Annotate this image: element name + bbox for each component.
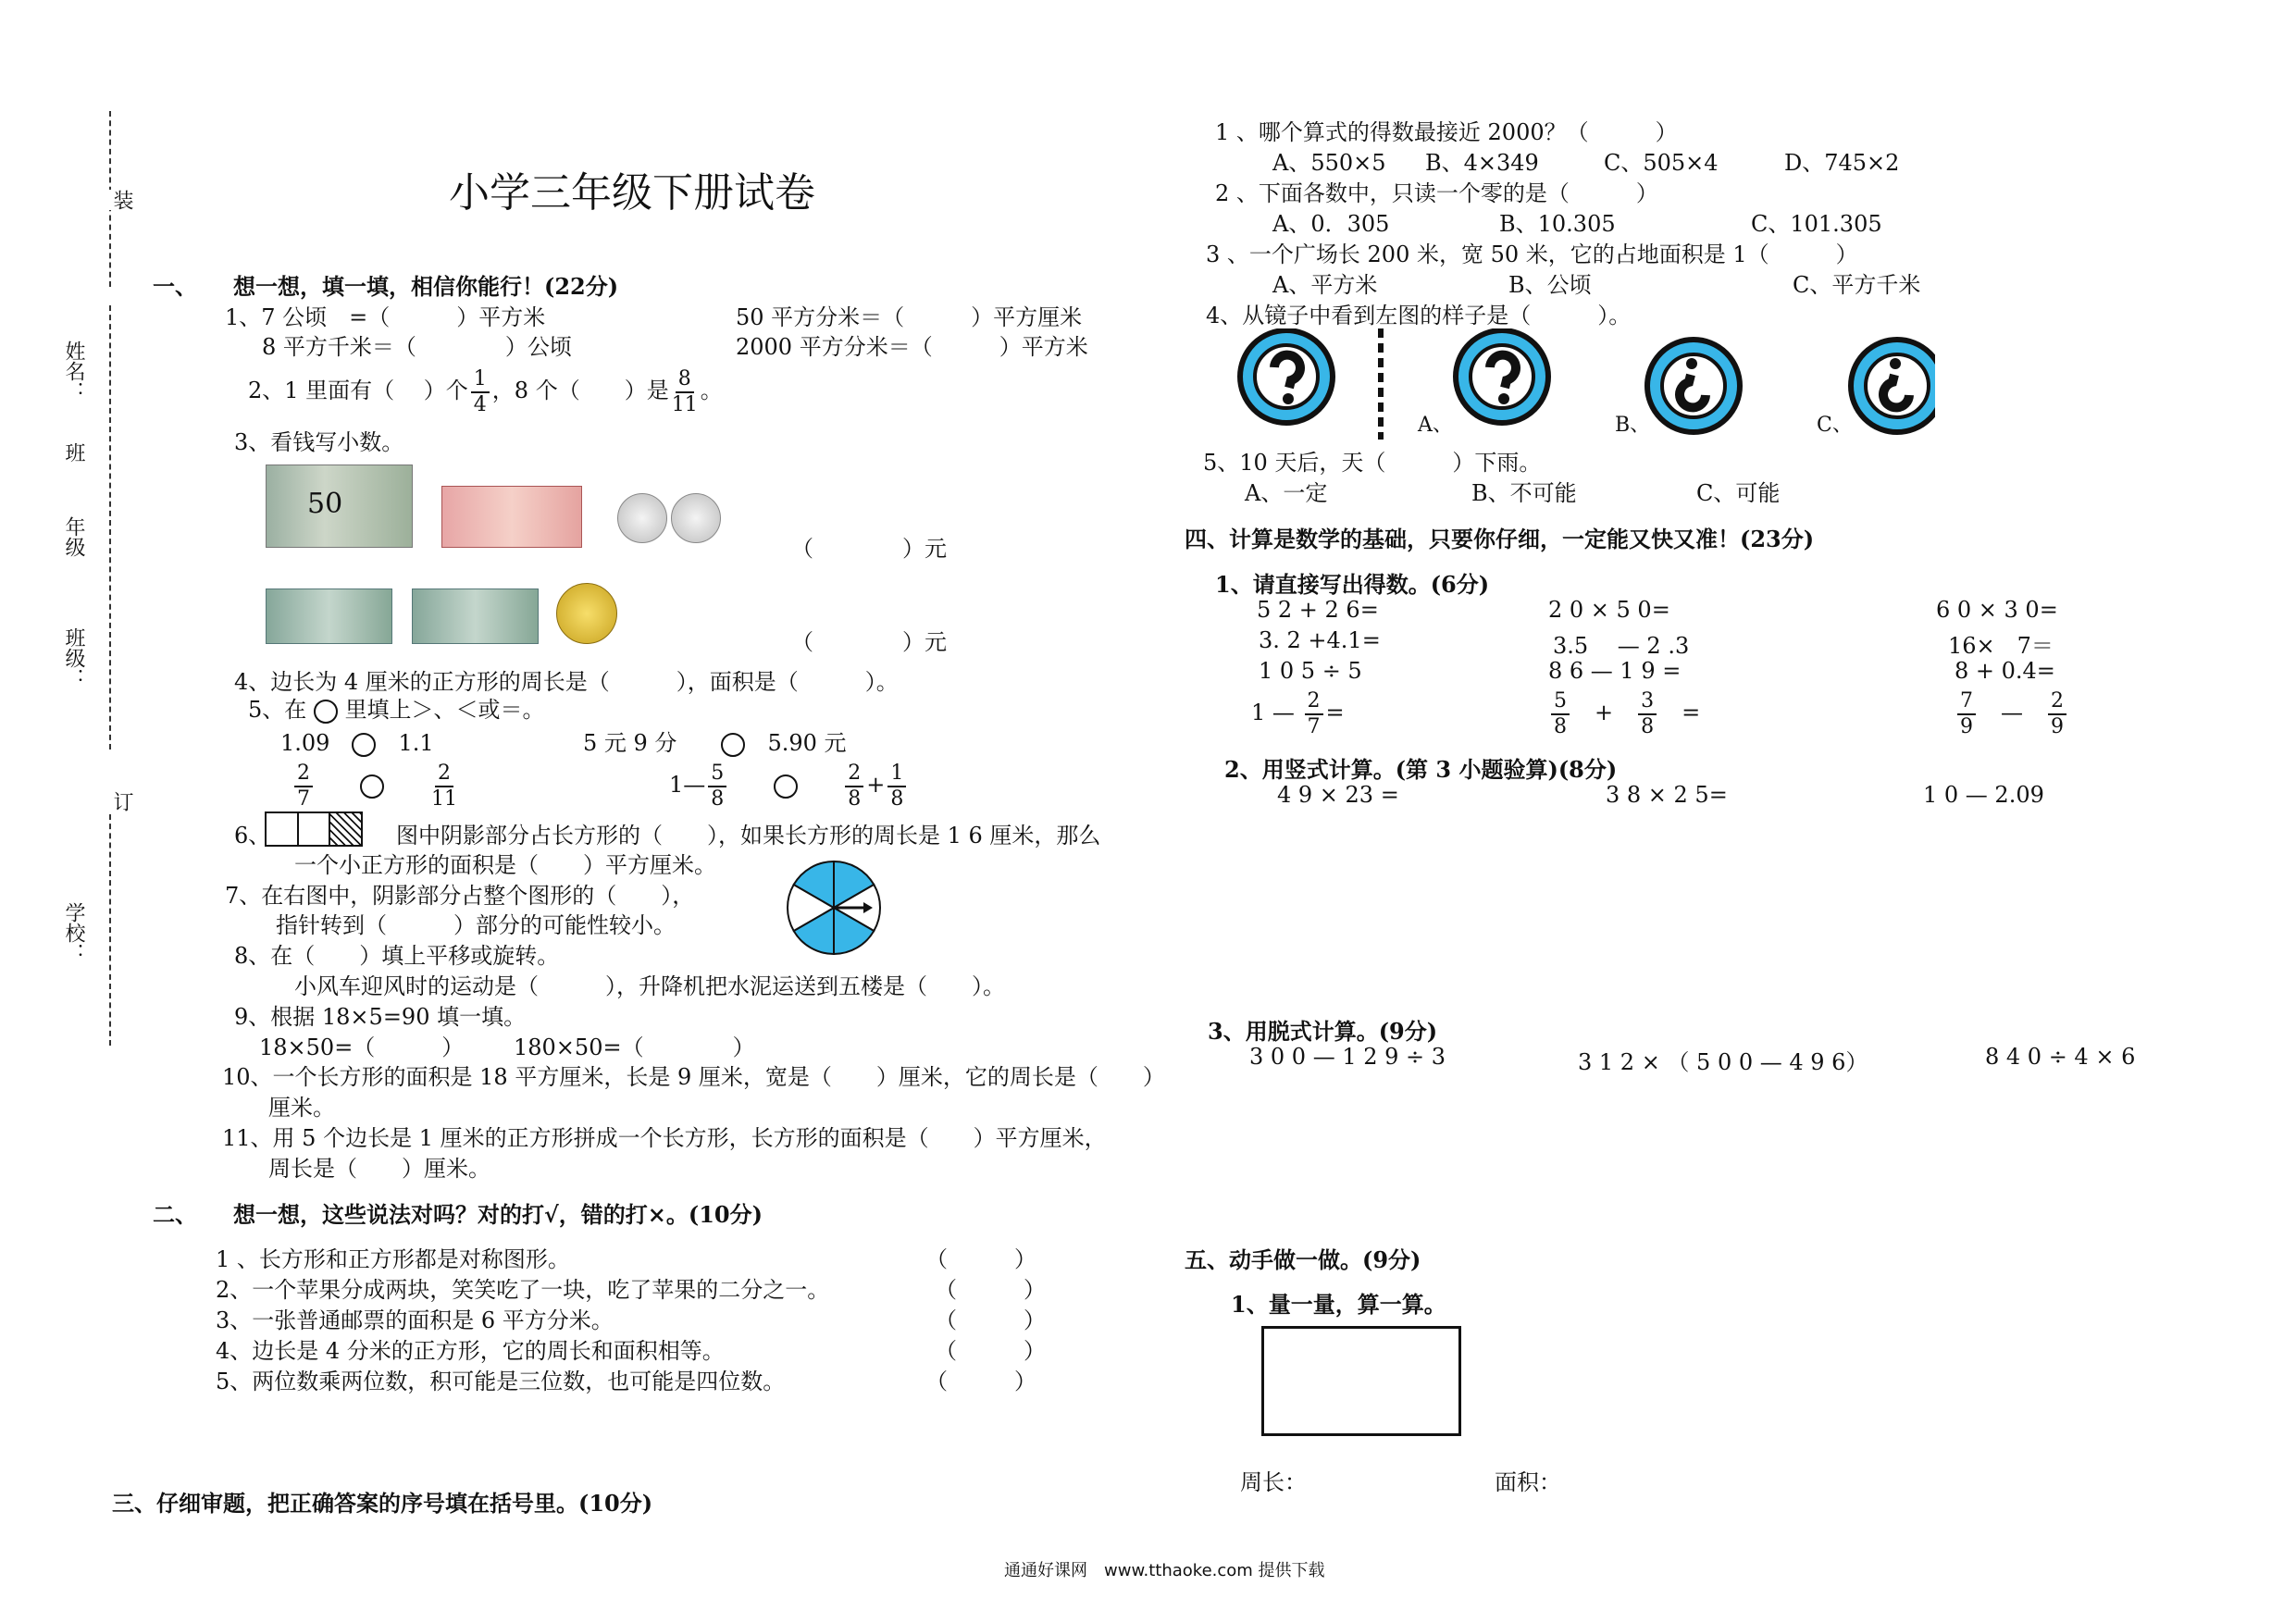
s3-q1: 1 、哪个算式的得数最接近 2000？（ ） [1215, 119, 1678, 145]
s2-item: 4、边长是 4 分米的正方形，它的周长和面积相等。 [216, 1338, 725, 1364]
s1-q6b: 图中阴影部分占长方形的（ ），如果长方形的周长是 1 6 厘米，那么 [396, 823, 1101, 849]
calc-fraction-1: 1 — $\frac{2}{7}$ = [1251, 688, 1345, 738]
s2-title: 想一想，这些说法对吗？对的打√，错的打×。(10分) [233, 1201, 763, 1228]
s1-q2 [248, 363, 723, 418]
binding-zhuang: 装 [107, 190, 136, 210]
answer-paren: （ ） [925, 1246, 1036, 1272]
s3-q2-option: C、101.305 [1751, 211, 1882, 237]
s1-q9a: 18×50=（ ） [259, 1035, 465, 1060]
s5-title: 五、动手做一做。(9分) [1185, 1246, 1421, 1273]
s3-q1-option: B、4×349 [1425, 150, 1539, 176]
s3-q2-option: B、10.305 [1499, 211, 1616, 237]
stepwise-calc: 8 4 0 ÷ 4 × 6 [1985, 1044, 2136, 1070]
binding-line-bottom [109, 814, 113, 1046]
answer-paren: （ ） [925, 1369, 1036, 1394]
area-label: 面积： [1495, 1469, 1561, 1495]
s3-q1-option: D、745×2 [1784, 150, 1900, 176]
s1-q3: 3、看钱写小数。 [234, 429, 404, 455]
coin-icon [671, 493, 721, 543]
banknote-jiao-icon [412, 588, 539, 644]
s3-q3: 3 、一个广场长 200 米，宽 50 米，它的占地面积是 1（ ） [1206, 242, 1858, 267]
s1-q11b: 周长是（ ）厘米。 [268, 1156, 490, 1182]
banknote-1-yuan-icon [441, 486, 582, 548]
binding-ding: 订 [107, 791, 136, 812]
stepwise-calc: 3 1 2 × （ 5 0 0 — 4 9 6） [1578, 1049, 1868, 1075]
s3-q1-option: C、505×4 [1604, 150, 1719, 176]
compare-2-left: 5 元 9 分 [583, 730, 677, 756]
s2-number: 二、 [153, 1201, 197, 1228]
rectangle-diagram [265, 812, 363, 847]
compare-1-right: 1.1 [398, 730, 434, 756]
s1-q8b: 小风车迎风时的运动是（ ），升降机把水泥运送到五楼是（ ）。 [294, 973, 1005, 999]
fraction-2-7: $\frac{2}{7}$ [294, 763, 313, 810]
s2-item: 2、一个苹果分成两块，笑笑吃了一块，吃了苹果的二分之一。 [216, 1277, 830, 1303]
s1-q3-answer-b: （ ）元 [791, 629, 947, 655]
s1-q1a: 1、7 公顷 =（ ）平方米 [225, 304, 546, 330]
vertical-calc: 3 8 × 2 5= [1606, 782, 1728, 808]
spinner-diagram [786, 860, 882, 956]
calc-fraction-3: $\frac{7}{9}$ — $\frac{2}{9}$ [1955, 685, 2069, 740]
label-school: 学校： [62, 902, 85, 963]
s3-title: 三、仔细审题，把正确答案的序号填在括号里。(10分) [112, 1490, 653, 1517]
fraction-1-4: $\frac{1}{4}$ [471, 369, 490, 415]
fraction-2-11: $\frac{2}{11}$ [431, 761, 457, 811]
s1-q9: 9、根据 18×5=90 填一填。 [234, 1004, 527, 1030]
s1-q4: 4、边长为 4 厘米的正方形的周长是（ ），面积是（ ）。 [234, 669, 899, 695]
s1-q7a: 7、在右图中，阴影部分占整个图形的（ ）， [225, 883, 695, 909]
s1-q10: 10、一个长方形的面积是 18 平方厘米，长是 9 厘米，宽是（ ）厘米，它的周长是（ ） [222, 1064, 1165, 1090]
s3-q5-option: A、一定 [1245, 480, 1328, 506]
s2-item: 5、两位数乘两位数，积可能是三位数，也可能是四位数。 [216, 1369, 786, 1394]
mirrored-inverted-question-icon [1851, 340, 1935, 432]
answer-paren: （ ） [935, 1307, 1046, 1333]
s2-item: 1 、长方形和正方形都是对称图形。 [216, 1246, 570, 1272]
q5-part1: 5、在 [248, 697, 307, 723]
banknote-jiao-icon [266, 588, 392, 644]
compare-1-left: 1.09 [280, 730, 330, 756]
s1-q1c: 8 平方千米＝（ ）公顷 [262, 334, 572, 360]
compare-3 [292, 757, 460, 812]
circle-icon [721, 733, 745, 757]
s1-q10b: 厘米。 [268, 1095, 335, 1121]
s4-p2: 2、用竖式计算。(第 3 小题验算)(8分) [1224, 756, 1618, 783]
s4-p1: 1、请直接写出得数。(6分) [1215, 571, 1490, 598]
s3-q4-option-a: A、 [1418, 414, 1453, 437]
calc-item: 3. 2 +4.1= [1259, 627, 1381, 653]
s1-q6c: 一个小正方形的面积是（ ）平方厘米。 [294, 852, 716, 878]
coin-icon [617, 493, 667, 543]
s3-q5-option: C、可能 [1696, 480, 1781, 506]
circle-icon [360, 774, 384, 799]
perimeter-label: 周长： [1240, 1469, 1307, 1495]
s3-q3-option: C、平方千米 [1793, 272, 1921, 298]
s1-q8a: 8、在（ ）填上平移或旋转。 [234, 943, 560, 969]
s1-q11: 11、用 5 个边长是 1 厘米的正方形拼成一个长方形，长方形的面积是（ ）平方厘米， [222, 1125, 1107, 1151]
calc-item: 8 6 — 1 9 = [1548, 658, 1682, 684]
s1-q9b: 180×50=（ ） [514, 1035, 755, 1060]
page-title: 小学三年级下册试卷 [449, 169, 815, 217]
label-class: 班级： [62, 627, 85, 688]
footer: 通通好课网 www.tthaoke.com 提供下载 [1004, 1561, 1325, 1580]
question-mark-icon [1240, 330, 1333, 423]
s3-q4-option-b: B、 [1615, 414, 1651, 437]
s3-q3-option: B、公顷 [1508, 272, 1592, 298]
circle-icon [774, 774, 798, 799]
answer-paren: （ ） [935, 1277, 1046, 1303]
inverted-question-icon [1647, 340, 1740, 432]
mirrored-question-icon [1456, 330, 1548, 423]
s1-q3-answer-a: （ ）元 [791, 536, 947, 562]
calc-item: 2 0 × 5 0= [1548, 597, 1670, 623]
q2-part1: 2、1 里面有（ ）个 [248, 378, 468, 403]
calc-item: 1 0 5 ÷ 5 [1259, 658, 1362, 684]
calc-fraction-2: $\frac{5}{8}$ + $\frac{3}{8}$ = [1548, 685, 1700, 740]
circle-icon [314, 700, 338, 724]
s4-p3: 3、用脱式计算。(9分) [1208, 1018, 1438, 1045]
fraction-1-8: $\frac{1}{8}$ [887, 763, 906, 810]
label-name: 姓名： [62, 341, 85, 402]
calc-item: 6 0 × 3 0= [1936, 597, 2058, 623]
s3-q5: 5、10 天后，天（ ）下雨。 [1203, 450, 1542, 476]
fraction-8-11: $\frac{8}{11}$ [671, 366, 698, 416]
fraction-2-8: $\frac{2}{8}$ [845, 763, 863, 810]
q2-part2: ，8 个（ ）是 [491, 378, 669, 403]
s3-q4-option-c: C、 [1817, 414, 1853, 437]
label-ban: 班 [62, 442, 85, 463]
compare-2-right: 5.90 元 [767, 730, 847, 756]
compare-4-prefix: 1— [669, 772, 706, 798]
calc-item: 8 + 0.4= [1955, 658, 2055, 684]
s1-q6-label: 6、 [234, 823, 271, 849]
s1-q5 [248, 691, 545, 724]
circle-icon [352, 733, 376, 757]
s1-number: 一、 [153, 273, 197, 300]
q5-part2: 里填上＞、＜或＝。 [344, 697, 545, 723]
label-grade: 年级 [62, 516, 85, 557]
compare-2 [583, 725, 847, 757]
s3-q4: 4、从镜子中看到左图的样子是（ ）。 [1206, 303, 1632, 328]
compare-4: 1— $\frac{5}{8}$ $\frac{2}{8}$ + $\frac{1}{8}$ [669, 757, 909, 812]
s3-q2: 2 、下面各数中，只读一个零的是（ ） [1215, 180, 1658, 206]
banknote-50-icon: 50 [266, 465, 413, 548]
stepwise-calc: 3 0 0 — 1 2 9 ÷ 3 [1249, 1044, 1446, 1070]
s3-q3-option: A、平方米 [1272, 272, 1378, 298]
s2-item: 3、一张普通邮票的面积是 6 平方分米。 [216, 1307, 614, 1333]
q2-part3: 。 [700, 378, 723, 403]
s1-title: 想一想，填一填，相信你能行！(22分) [233, 273, 619, 300]
answer-paren: （ ） [935, 1338, 1046, 1364]
compare-1 [280, 725, 434, 757]
calc-item: 3.5 — 2 .3 [1553, 633, 1690, 659]
gold-coin-icon [556, 583, 617, 644]
s4-title: 四、计算是数学的基础，只要你仔细，一定能又快又准！(23分) [1185, 526, 1815, 552]
s3-q5-option: B、不可能 [1471, 480, 1577, 506]
s1-q7b: 指针转到（ ）部分的可能性较小。 [276, 912, 676, 938]
calc-item: 5 2 + 2 6= [1257, 597, 1379, 623]
fraction-5-8: $\frac{5}{8}$ [708, 763, 726, 810]
vertical-calc: 1 0 — 2.09 [1923, 782, 2044, 808]
measure-rectangle [1261, 1326, 1461, 1436]
binding-line-mid [109, 305, 113, 750]
s3-q1-option: A、550×5 [1272, 150, 1386, 176]
s1-q1d: 2000 平方分米＝（ ）平方米 [736, 334, 1088, 360]
s1-q1b: 50 平方分米＝（ ）平方厘米 [736, 304, 1083, 330]
calc-item: 16× 7＝ [1948, 633, 2054, 659]
s3-q2-option: A、0．305 [1272, 211, 1390, 237]
s5-p1: 1、量一量，算一算。 [1231, 1291, 1446, 1318]
vertical-calc: 4 9 × 23 = [1277, 782, 1399, 808]
